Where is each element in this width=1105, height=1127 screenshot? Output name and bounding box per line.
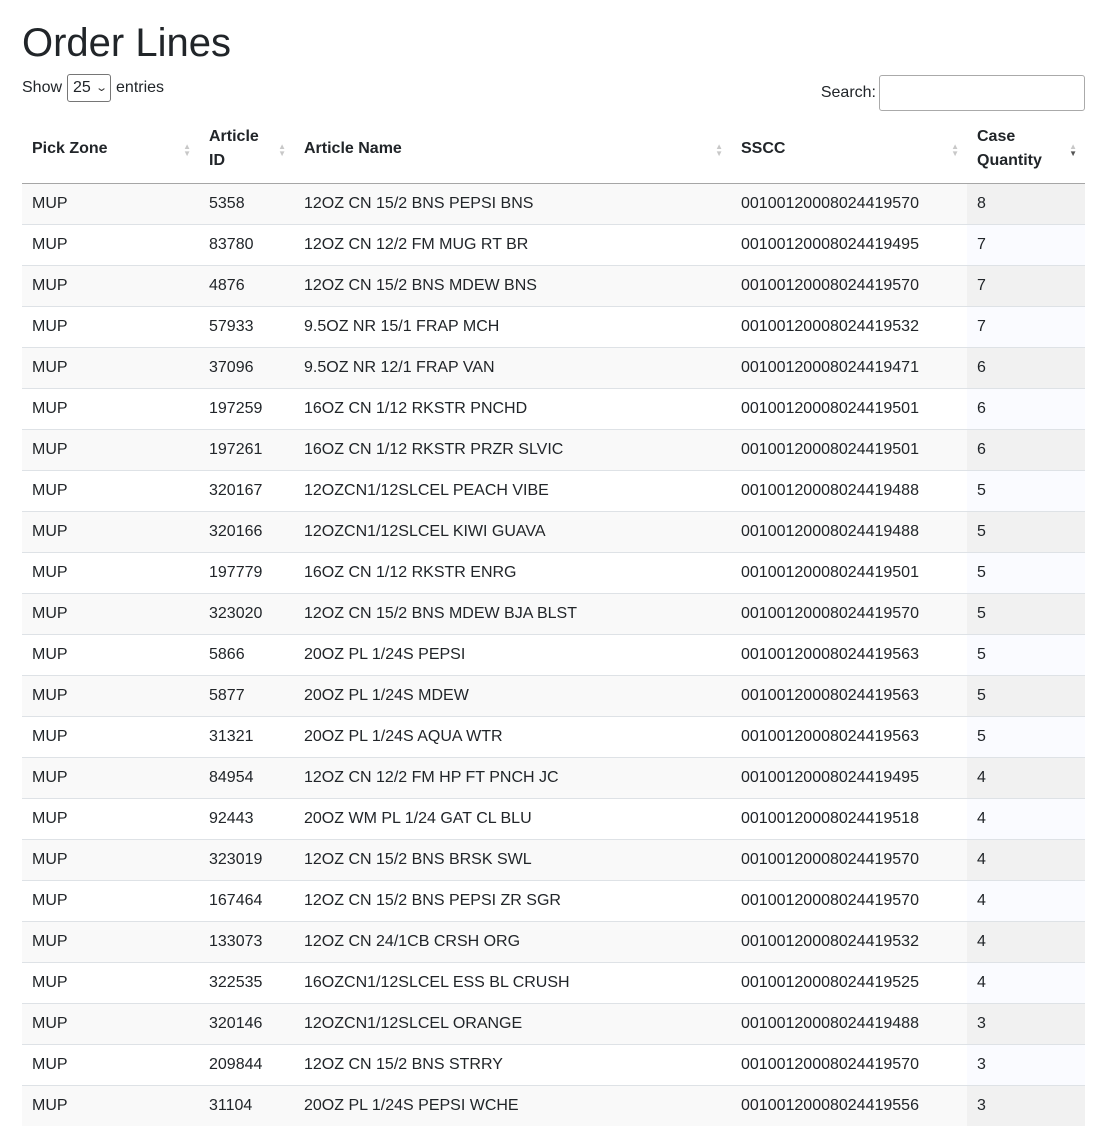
cell-pick-zone: MUP: [22, 922, 199, 963]
table-row: [22, 881, 1085, 922]
cell-article-name: 20OZ WM PL 1/24 GAT CL BLU: [294, 799, 731, 840]
table-row: [22, 922, 1085, 963]
cell-article-id: 31321: [199, 717, 294, 758]
cell-article-id: 37096: [199, 348, 294, 389]
cell-article-id: 57933: [199, 307, 294, 348]
cell-sscc: 00100120008024419518: [731, 799, 967, 840]
cell-article-name: 12OZ CN 15/2 BNS PEPSI ZR SGR: [294, 881, 731, 922]
column-header-label: Article Name: [304, 140, 402, 157]
sort-icon: ▲ ▼: [951, 142, 959, 158]
table-row: [22, 840, 1085, 881]
column-header-sscc[interactable]: [731, 117, 967, 184]
table-row: [22, 307, 1085, 348]
cell-case-quantity: 3: [967, 1004, 1085, 1045]
table-row: [22, 184, 1085, 225]
cell-article-id: 197261: [199, 430, 294, 471]
cell-pick-zone: MUP: [22, 389, 199, 430]
table-row: [22, 799, 1085, 840]
column-header-case-quantity[interactable]: [967, 117, 1085, 184]
cell-pick-zone: MUP: [22, 348, 199, 389]
cell-pick-zone: MUP: [22, 184, 199, 225]
search-input[interactable]: [879, 75, 1085, 111]
cell-sscc: 00100120008024419501: [731, 553, 967, 594]
table-row: [22, 266, 1085, 307]
table-row: [22, 471, 1085, 512]
table-controls: [22, 73, 1085, 117]
cell-article-id: 84954: [199, 758, 294, 799]
cell-article-name: 12OZCN1/12SLCEL ORANGE: [294, 1004, 731, 1045]
sort-desc-icon: ▲ ▼: [1069, 142, 1077, 158]
cell-case-quantity: 5: [967, 717, 1085, 758]
cell-pick-zone: MUP: [22, 840, 199, 881]
cell-pick-zone: MUP: [22, 553, 199, 594]
cell-pick-zone: MUP: [22, 1086, 199, 1127]
column-header-label-line2: Quantity: [977, 152, 1042, 169]
cell-pick-zone: MUP: [22, 430, 199, 471]
table-row: [22, 594, 1085, 635]
cell-pick-zone: MUP: [22, 471, 199, 512]
show-label: Show: [22, 79, 63, 96]
cell-pick-zone: MUP: [22, 307, 199, 348]
cell-case-quantity: 6: [967, 348, 1085, 389]
cell-sscc: 00100120008024419556: [731, 1086, 967, 1127]
cell-sscc: 00100120008024419570: [731, 881, 967, 922]
cell-pick-zone: MUP: [22, 266, 199, 307]
cell-pick-zone: MUP: [22, 512, 199, 553]
cell-pick-zone: MUP: [22, 594, 199, 635]
cell-sscc: 00100120008024419570: [731, 840, 967, 881]
cell-case-quantity: 3: [967, 1086, 1085, 1127]
cell-sscc: 00100120008024419488: [731, 1004, 967, 1045]
search-control: [821, 75, 1085, 111]
column-header-label-line2: ID: [209, 152, 225, 169]
cell-article-name: 9.5OZ NR 12/1 FRAP VAN: [294, 348, 731, 389]
entries-label: entries: [116, 79, 165, 96]
cell-article-name: 20OZ PL 1/24S MDEW: [294, 676, 731, 717]
cell-article-id: 323019: [199, 840, 294, 881]
cell-article-id: 31104: [199, 1086, 294, 1127]
table-row: [22, 963, 1085, 1004]
table-row: [22, 1086, 1085, 1127]
cell-article-id: 167464: [199, 881, 294, 922]
cell-case-quantity: 5: [967, 676, 1085, 717]
entries-select-value: 25: [73, 79, 91, 96]
cell-article-id: 320167: [199, 471, 294, 512]
entries-length-control: [22, 73, 164, 103]
table-row: [22, 430, 1085, 471]
sort-icon: ▲ ▼: [715, 142, 723, 158]
sort-icon: ▲ ▼: [183, 142, 191, 158]
cell-sscc: 00100120008024419488: [731, 471, 967, 512]
cell-sscc: 00100120008024419563: [731, 676, 967, 717]
cell-case-quantity: 5: [967, 635, 1085, 676]
cell-sscc: 00100120008024419570: [731, 1045, 967, 1086]
column-header-label: Case: [977, 128, 1016, 145]
cell-sscc: 00100120008024419563: [731, 635, 967, 676]
cell-article-name: 12OZ CN 15/2 BNS MDEW BNS: [294, 266, 731, 307]
cell-sscc: 00100120008024419570: [731, 266, 967, 307]
table-row: [22, 676, 1085, 717]
cell-article-name: 20OZ PL 1/24S AQUA WTR: [294, 717, 731, 758]
cell-pick-zone: MUP: [22, 799, 199, 840]
chevron-down-icon: ⌄: [94, 81, 108, 94]
cell-case-quantity: 4: [967, 758, 1085, 799]
table-row: [22, 225, 1085, 266]
cell-article-id: 133073: [199, 922, 294, 963]
cell-pick-zone: MUP: [22, 963, 199, 1004]
cell-case-quantity: 5: [967, 471, 1085, 512]
cell-article-name: 12OZ CN 15/2 BNS BRSK SWL: [294, 840, 731, 881]
column-header-label: Pick Zone: [32, 140, 108, 157]
cell-sscc: 00100120008024419570: [731, 594, 967, 635]
cell-article-name: 16OZ CN 1/12 RKSTR ENRG: [294, 553, 731, 594]
table-row: [22, 1045, 1085, 1086]
cell-pick-zone: MUP: [22, 717, 199, 758]
cell-article-name: 16OZ CN 1/12 RKSTR PRZR SLVIC: [294, 430, 731, 471]
cell-case-quantity: 8: [967, 184, 1085, 225]
cell-case-quantity: 5: [967, 594, 1085, 635]
table-header-row: [22, 117, 1085, 184]
cell-sscc: 00100120008024419501: [731, 430, 967, 471]
cell-sscc: 00100120008024419532: [731, 922, 967, 963]
cell-case-quantity: 4: [967, 922, 1085, 963]
cell-case-quantity: 3: [967, 1045, 1085, 1086]
cell-article-id: 5358: [199, 184, 294, 225]
cell-article-name: 16OZCN1/12SLCEL ESS BL CRUSH: [294, 963, 731, 1004]
cell-article-id: 197259: [199, 389, 294, 430]
cell-case-quantity: 7: [967, 225, 1085, 266]
cell-article-name: 12OZ CN 12/2 FM MUG RT BR: [294, 225, 731, 266]
cell-article-name: 12OZCN1/12SLCEL PEACH VIBE: [294, 471, 731, 512]
column-header-pick-zone[interactable]: [22, 117, 199, 184]
cell-article-id: 83780: [199, 225, 294, 266]
cell-article-id: 4876: [199, 266, 294, 307]
cell-sscc: 00100120008024419495: [731, 225, 967, 266]
cell-article-id: 322535: [199, 963, 294, 1004]
cell-article-name: 12OZ CN 12/2 FM HP FT PNCH JC: [294, 758, 731, 799]
table-row: [22, 758, 1085, 799]
cell-pick-zone: MUP: [22, 635, 199, 676]
table-row: [22, 348, 1085, 389]
cell-sscc: 00100120008024419570: [731, 184, 967, 225]
cell-pick-zone: MUP: [22, 1045, 199, 1086]
table-row: [22, 512, 1085, 553]
cell-sscc: 00100120008024419488: [731, 512, 967, 553]
cell-sscc: 00100120008024419471: [731, 348, 967, 389]
cell-article-id: 209844: [199, 1045, 294, 1086]
cell-article-name: 12OZ CN 15/2 BNS MDEW BJA BLST: [294, 594, 731, 635]
cell-pick-zone: MUP: [22, 225, 199, 266]
page-title: Order Lines: [22, 21, 231, 65]
cell-case-quantity: 7: [967, 266, 1085, 307]
cell-article-name: 12OZCN1/12SLCEL KIWI GUAVA: [294, 512, 731, 553]
cell-sscc: 00100120008024419563: [731, 717, 967, 758]
cell-case-quantity: 6: [967, 389, 1085, 430]
cell-pick-zone: MUP: [22, 758, 199, 799]
cell-sscc: 00100120008024419532: [731, 307, 967, 348]
cell-article-id: 320146: [199, 1004, 294, 1045]
cell-case-quantity: 5: [967, 512, 1085, 553]
table-row: [22, 717, 1085, 758]
cell-article-id: 92443: [199, 799, 294, 840]
search-label: Search:: [820, 84, 876, 101]
order-lines-table: [22, 117, 1085, 1126]
cell-article-name: 12OZ CN 15/2 BNS PEPSI BNS: [294, 184, 731, 225]
cell-case-quantity: 4: [967, 963, 1085, 1004]
column-header-label: Article: [209, 128, 259, 145]
cell-article-id: 323020: [199, 594, 294, 635]
cell-case-quantity: 4: [967, 881, 1085, 922]
cell-case-quantity: 4: [967, 840, 1085, 881]
entries-select[interactable]: [67, 74, 111, 102]
cell-case-quantity: 5: [967, 553, 1085, 594]
cell-article-name: 12OZ CN 24/1CB CRSH ORG: [294, 922, 731, 963]
column-header-label: SSCC: [741, 140, 786, 157]
cell-case-quantity: 4: [967, 799, 1085, 840]
page: [22, 0, 1085, 1127]
cell-article-id: 320166: [199, 512, 294, 553]
cell-case-quantity: 6: [967, 430, 1085, 471]
cell-sscc: 00100120008024419525: [731, 963, 967, 1004]
cell-pick-zone: MUP: [22, 1004, 199, 1045]
table-row: [22, 1004, 1085, 1045]
cell-article-name: 12OZ CN 15/2 BNS STRRY: [294, 1045, 731, 1086]
table-body: [22, 184, 1085, 1127]
column-header-article-name[interactable]: [294, 117, 731, 184]
cell-sscc: 00100120008024419501: [731, 389, 967, 430]
cell-case-quantity: 7: [967, 307, 1085, 348]
cell-pick-zone: MUP: [22, 881, 199, 922]
column-header-article-id[interactable]: [199, 117, 294, 184]
cell-article-name: 9.5OZ NR 15/1 FRAP MCH: [294, 307, 731, 348]
table-row: [22, 553, 1085, 594]
cell-article-name: 20OZ PL 1/24S PEPSI WCHE: [294, 1086, 731, 1127]
cell-sscc: 00100120008024419495: [731, 758, 967, 799]
table-row: [22, 389, 1085, 430]
cell-article-name: 20OZ PL 1/24S PEPSI: [294, 635, 731, 676]
cell-pick-zone: MUP: [22, 676, 199, 717]
table-row: [22, 635, 1085, 676]
cell-article-id: 5877: [199, 676, 294, 717]
sort-icon: ▲ ▼: [278, 142, 286, 158]
cell-article-id: 5866: [199, 635, 294, 676]
cell-article-name: 16OZ CN 1/12 RKSTR PNCHD: [294, 389, 731, 430]
cell-article-id: 197779: [199, 553, 294, 594]
